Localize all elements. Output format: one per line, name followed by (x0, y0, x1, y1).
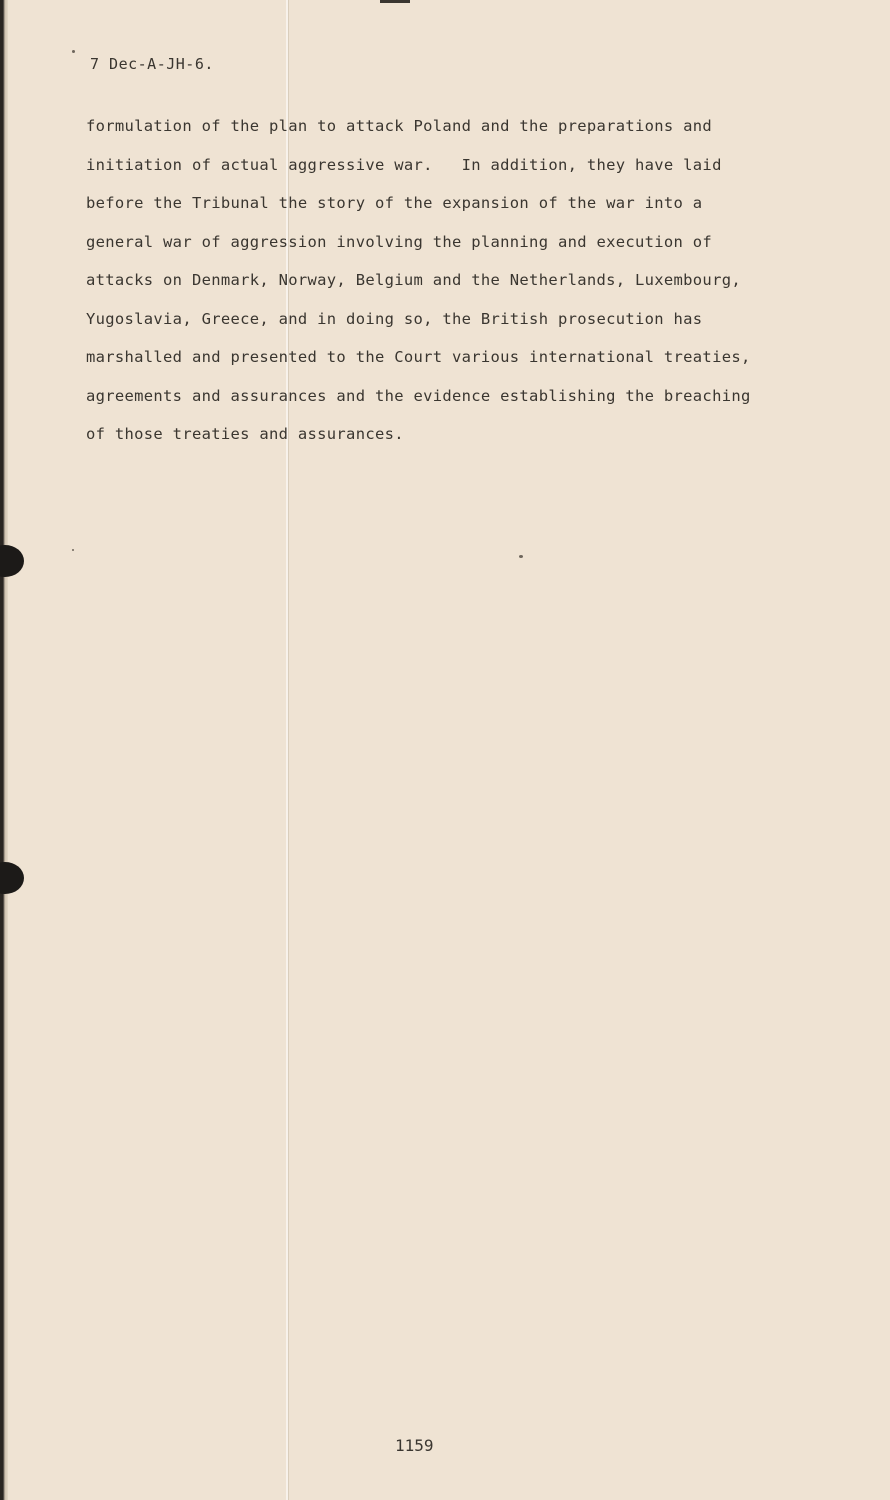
text-line: before the Tribunal the story of the expansion of the war into a (86, 194, 703, 212)
document-reference: 7 Dec-A-JH-6. (90, 55, 214, 73)
text-line: general war of aggression involving the planning and execution of (86, 232, 713, 251)
text-line: Yugoslavia, Greece, and in doing so, the British prosecution has (86, 309, 703, 328)
text-line: formulation of the plan to attack Poland and the preparations and (86, 117, 713, 135)
punch-hole-top (0, 545, 24, 577)
text-line: attacks on Denmark, Norway, Belgium and the Netherlands, Luxembourg, (86, 271, 741, 289)
text-line: marshalled and presented to the Court various international treaties, (86, 348, 751, 366)
text-line: initiation of actual aggressive war. In addition, they have laid (86, 155, 722, 174)
top-edge-mark (380, 0, 410, 3)
punch-hole-bottom (0, 862, 24, 894)
page-number: 1159 (395, 1436, 434, 1455)
text-line: agreements and assurances and the evidence establishing the breaching (86, 386, 751, 405)
body-paragraph (86, 112, 766, 459)
ink-speck (72, 50, 75, 53)
page-edge (0, 0, 8, 1500)
ink-speck (72, 549, 74, 551)
text-line: of those treaties and assurances. (86, 425, 404, 443)
ink-speck (519, 555, 523, 558)
